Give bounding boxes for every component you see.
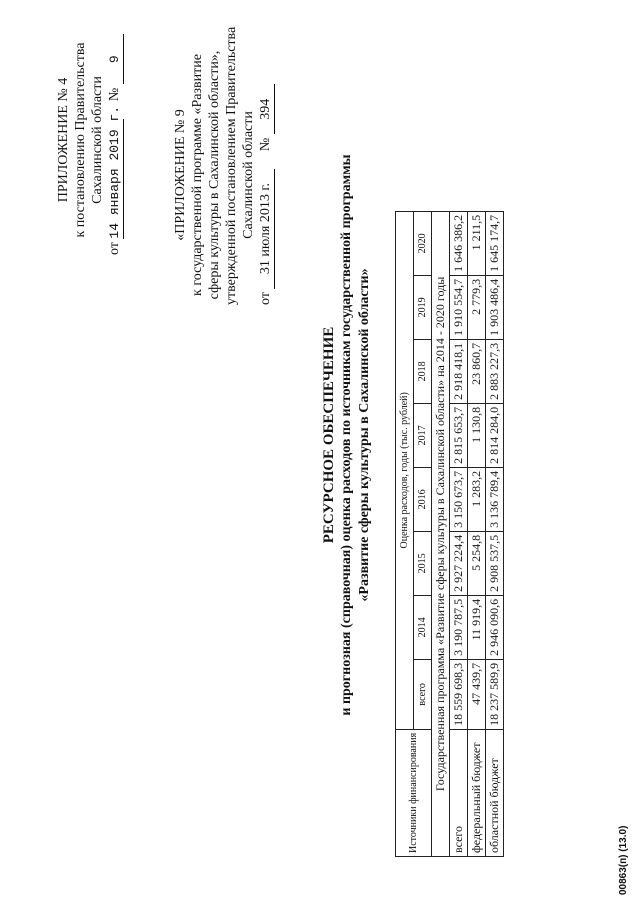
header-col: 2017 [414, 403, 432, 467]
title-line1: РЕСУРСНОЕ ОБЕСПЕЧЕНИЕ [321, 326, 337, 544]
table-cell: 3 190 787,5 [450, 595, 468, 659]
table-cell: 2 814 284,0 [486, 403, 504, 467]
table-cell: 3 150 673,7 [450, 467, 468, 531]
appendix-9-number-prefix: № [258, 137, 273, 152]
appendix-4-number-prefix: № [107, 87, 122, 102]
appendix-9-number-value: 394 [257, 84, 275, 134]
title-line2: и прогнозная (справочная) оценка расходов по источникам государственной программы [339, 154, 354, 716]
program-row [432, 211, 450, 856]
appendix-9-line2: сферы культуры в Сахалинской области», [207, 50, 222, 300]
row-label: федеральный бюджет [468, 729, 486, 856]
row-label: областной бюджет [486, 729, 504, 856]
table-cell: 2 946 090,6 [486, 595, 504, 659]
table-cell: 1 903 486,4 [486, 275, 504, 339]
appendix-4-line2: Сахалинской области [90, 76, 105, 204]
row-label: всего [450, 729, 468, 856]
appendix-9-line3: утвержденной постановлением Правительства [224, 26, 239, 305]
appendix-4-number-value: 9 [106, 34, 124, 84]
table-cell: 18 559 698,3 [450, 659, 468, 729]
table-cell: 11 919,4 [468, 595, 486, 659]
table-row [486, 211, 504, 856]
table-cell: 2 908 537,5 [486, 531, 504, 595]
table-cell: 2 779,3 [468, 275, 486, 339]
program-row-label: Государственная программа «Развитие сферы культуры в Сахалинской области» на 2014 - 2020 годы [432, 211, 450, 856]
appendix-9-line1: к государственной программе «Развитие [190, 54, 205, 296]
table-cell: 2 883 227,3 [486, 339, 504, 403]
appendix-9-date-line [257, 45, 275, 305]
appendix-4-title: ПРИЛОЖЕНИЕ № 4 [56, 77, 71, 203]
appendix-4-date-value: 14 января 2019 г. [107, 105, 122, 239]
appendix-4-date-line [106, 25, 124, 255]
table-cell: 5 254,8 [468, 531, 486, 595]
table-cell: 1 910 554,7 [450, 275, 468, 339]
table-cell: 2 918 418,1 [450, 339, 468, 403]
header-col: 2014 [414, 595, 432, 659]
title-line3: «Развитие сферы культуры в Сахалинской области» [357, 268, 372, 602]
table-cell: 47 439,7 [468, 659, 486, 729]
header-col: 2019 [414, 275, 432, 339]
table-cell: 3 136 789,4 [486, 467, 504, 531]
appendix-4-line1: к постановлению Правительства [73, 42, 88, 238]
header-col: всего [414, 659, 432, 729]
table-row [450, 211, 468, 856]
appendix-4-block [55, 25, 124, 255]
table-cell: 18 237 589,9 [486, 659, 504, 729]
table-cell: 23 860,7 [468, 339, 486, 403]
document-title [320, 115, 374, 755]
header-estimate: Оценка расходов, годы (тыс. рублей) [396, 211, 414, 729]
appendix-9-date-prefix: от [258, 292, 273, 305]
table-cell: 1 211,5 [468, 211, 486, 275]
resource-table [395, 211, 504, 857]
appendix-9-date-value: 31 июля 2013 г. [257, 169, 275, 289]
appendix-4-date-prefix: от [107, 242, 122, 255]
header-col: 2015 [414, 531, 432, 595]
table-cell: 1 646 386,2 [450, 211, 468, 275]
table-cell: 2 927 224,4 [450, 531, 468, 595]
table-row [468, 211, 486, 856]
header-col: 2018 [414, 339, 432, 403]
header-col: 2016 [414, 467, 432, 531]
appendix-9-title: «ПРИЛОЖЕНИЕ № 9 [173, 109, 188, 241]
header-source: Источники финансирования [396, 729, 432, 856]
table-cell: 1 130,8 [468, 403, 486, 467]
table-cell: 2 815 653,7 [450, 403, 468, 467]
table-cell: 1 283,2 [468, 467, 486, 531]
appendix-9-block [172, 26, 275, 305]
table-cell: 1 645 174,7 [486, 211, 504, 275]
appendix-9-line4: Сахалинской области [241, 111, 256, 239]
document-code: 00863(п) (13.0) [618, 825, 629, 895]
header-col: 2020 [414, 211, 432, 275]
